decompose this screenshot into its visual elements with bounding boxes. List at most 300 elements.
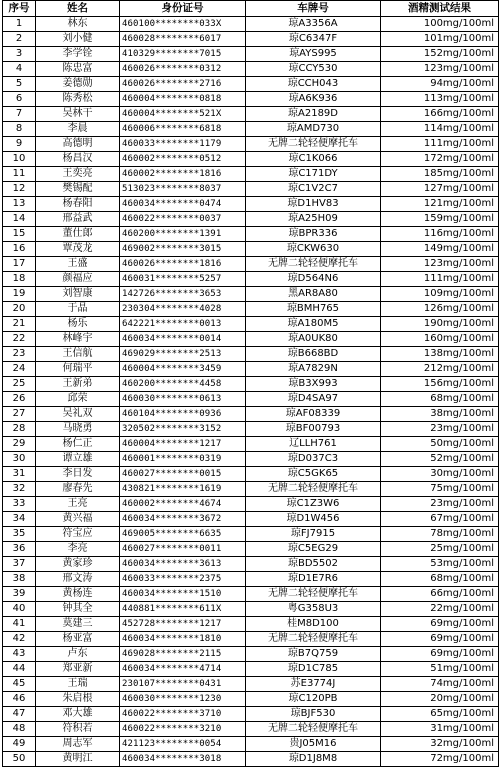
alcohol-result-cell: 101mg/100ml: [381, 32, 499, 47]
alcohol-result-cell: 116mg/100ml: [381, 227, 499, 242]
row-seq-cell: 19: [3, 287, 36, 302]
table-row: [3, 377, 499, 392]
table-row: [3, 557, 499, 572]
row-seq-cell: 18: [3, 272, 36, 287]
person-name-cell: 周志军: [36, 737, 120, 752]
row-seq-cell: 26: [3, 392, 36, 407]
person-name-cell: 廖春先: [36, 482, 120, 497]
alcohol-result-cell: 74mg/100ml: [381, 677, 499, 692]
id-number-cell: 460104********0936: [120, 407, 246, 422]
id-number-cell: 469028********2115: [120, 647, 246, 662]
person-name-cell: 刘小健: [36, 32, 120, 47]
table-row: [3, 737, 499, 752]
id-number-cell: 460002********0512: [120, 152, 246, 167]
plate-number-cell: 琼D564N6: [246, 272, 381, 287]
id-number-cell: 642221********0013: [120, 317, 246, 332]
person-name-cell: 陈秀松: [36, 92, 120, 107]
row-seq-cell: 7: [3, 107, 36, 122]
person-name-cell: 杨乐: [36, 317, 120, 332]
plate-number-cell: 琼A2189D: [246, 107, 381, 122]
alcohol-result-cell: 149mg/100ml: [381, 242, 499, 257]
table-row: [3, 212, 499, 227]
id-number-cell: 460002********1816: [120, 167, 246, 182]
id-number-cell: 452728********1217: [120, 617, 246, 632]
plate-number-cell: 无牌二轮轻便摩托车: [246, 632, 381, 647]
table-row: [3, 572, 499, 587]
table-row: [3, 152, 499, 167]
table-row: [3, 197, 499, 212]
alcohol-result-cell: 166mg/100ml: [381, 107, 499, 122]
table-row: [3, 407, 499, 422]
person-name-cell: 黄兴福: [36, 512, 120, 527]
alcohol-result-cell: 138mg/100ml: [381, 347, 499, 362]
alcohol-result-cell: 111mg/100ml: [381, 137, 499, 152]
plate-number-cell: 琼C1Z3W6: [246, 497, 381, 512]
id-number-cell: 460028********6017: [120, 32, 246, 47]
table-row: [3, 392, 499, 407]
row-seq-cell: 1: [3, 17, 36, 32]
table-row: [3, 92, 499, 107]
row-seq-cell: 14: [3, 212, 36, 227]
alcohol-result-cell: 75mg/100ml: [381, 482, 499, 497]
alcohol-result-cell: 72mg/100ml: [381, 752, 499, 767]
id-number-cell: 513023********8037: [120, 182, 246, 197]
id-number-cell: 460033********1179: [120, 137, 246, 152]
plate-number-cell: 琼D4SA97: [246, 392, 381, 407]
plate-number-cell: 琼AYS995: [246, 47, 381, 62]
row-seq-cell: 25: [3, 377, 36, 392]
row-seq-cell: 41: [3, 617, 36, 632]
alcohol-result-cell: 212mg/100ml: [381, 362, 499, 377]
alcohol-result-cell: 190mg/100ml: [381, 317, 499, 332]
id-number-cell: 460004********1217: [120, 437, 246, 452]
table-row: [3, 227, 499, 242]
plate-number-cell: 苏E3774J: [246, 677, 381, 692]
alcohol-result-cell: 20mg/100ml: [381, 692, 499, 707]
table-row: [3, 317, 499, 332]
table-row: [3, 587, 499, 602]
person-name-cell: 杨仁正: [36, 437, 120, 452]
plate-number-cell: 琼CCH043: [246, 77, 381, 92]
table-row: [3, 422, 499, 437]
table-row: [3, 362, 499, 377]
person-name-cell: 王奕亮: [36, 167, 120, 182]
id-number-cell: 460034********3018: [120, 752, 246, 767]
id-number-cell: 460026********2716: [120, 77, 246, 92]
person-name-cell: 郑亚新: [36, 662, 120, 677]
table-row: [3, 542, 499, 557]
plate-number-cell: 琼C5EG29: [246, 542, 381, 557]
alcohol-result-cell: 50mg/100ml: [381, 437, 499, 452]
person-name-cell: 林东: [36, 17, 120, 32]
id-number-cell: 460030********1230: [120, 692, 246, 707]
plate-number-cell: 桂M8D100: [246, 617, 381, 632]
table-row: [3, 632, 499, 647]
row-seq-cell: 17: [3, 257, 36, 272]
plate-number-cell: 琼D1HV83: [246, 197, 381, 212]
person-name-cell: 李晨: [36, 122, 120, 137]
person-name-cell: 邱荣: [36, 392, 120, 407]
row-seq-cell: 8: [3, 122, 36, 137]
id-number-cell: 460004********521X: [120, 107, 246, 122]
row-seq-cell: 36: [3, 542, 36, 557]
person-name-cell: 吴林干: [36, 107, 120, 122]
table-row: [3, 47, 499, 62]
table-row: [3, 347, 499, 362]
plate-number-cell: 琼A7829N: [246, 362, 381, 377]
row-seq-cell: 24: [3, 362, 36, 377]
alcohol-result-cell: 53mg/100ml: [381, 557, 499, 572]
person-name-cell: 符宝应: [36, 527, 120, 542]
id-number-cell: 460022********3710: [120, 707, 246, 722]
person-name-cell: 覃茂龙: [36, 242, 120, 257]
row-seq-cell: 9: [3, 137, 36, 152]
plate-number-cell: 无牌二轮轻便摩托车: [246, 482, 381, 497]
plate-number-cell: 琼C171DY: [246, 167, 381, 182]
row-seq-cell: 20: [3, 302, 36, 317]
id-number-cell: 460027********0015: [120, 467, 246, 482]
id-number-cell: 460030********0613: [120, 392, 246, 407]
header-name: 姓名: [36, 1, 120, 17]
plate-number-cell: 辽LLH761: [246, 437, 381, 452]
plate-number-cell: 琼B7Q759: [246, 647, 381, 662]
person-name-cell: 刘智康: [36, 287, 120, 302]
alcohol-result-cell: 52mg/100ml: [381, 452, 499, 467]
row-seq-cell: 23: [3, 347, 36, 362]
alcohol-result-cell: 68mg/100ml: [381, 572, 499, 587]
plate-number-cell: 琼B668BD: [246, 347, 381, 362]
table-row: [3, 62, 499, 77]
table-row: [3, 302, 499, 317]
plate-number-cell: 琼D037C3: [246, 452, 381, 467]
plate-number-cell: 琼BPR336: [246, 227, 381, 242]
table-row: [3, 272, 499, 287]
table-row: [3, 257, 499, 272]
row-seq-cell: 5: [3, 77, 36, 92]
plate-number-cell: 琼C5GK65: [246, 467, 381, 482]
person-name-cell: 李日发: [36, 467, 120, 482]
alcohol-result-cell: 123mg/100ml: [381, 257, 499, 272]
alcohol-result-cell: 172mg/100ml: [381, 152, 499, 167]
alcohol-result-cell: 25mg/100ml: [381, 542, 499, 557]
table-row: [3, 527, 499, 542]
id-number-cell: 460001********0319: [120, 452, 246, 467]
table-row: [3, 287, 499, 302]
id-number-cell: 469005********6635: [120, 527, 246, 542]
plate-number-cell: 黑AR8A80: [246, 287, 381, 302]
plate-number-cell: 琼CCY530: [246, 62, 381, 77]
person-name-cell: 姜德勋: [36, 77, 120, 92]
person-name-cell: 何瑞平: [36, 362, 120, 377]
id-number-cell: 460200********1391: [120, 227, 246, 242]
table-row: [3, 242, 499, 257]
row-seq-cell: 49: [3, 737, 36, 752]
person-name-cell: 邢益武: [36, 212, 120, 227]
alcohol-result-cell: 31mg/100ml: [381, 722, 499, 737]
plate-number-cell: 琼A6K936: [246, 92, 381, 107]
id-number-cell: 460034********1510: [120, 587, 246, 602]
id-number-cell: 460004********0818: [120, 92, 246, 107]
results-table: [2, 0, 499, 767]
table-row: [3, 467, 499, 482]
row-seq-cell: 48: [3, 722, 36, 737]
table-row: [3, 167, 499, 182]
person-name-cell: 莫建三: [36, 617, 120, 632]
alcohol-result-cell: 69mg/100ml: [381, 632, 499, 647]
plate-number-cell: 琼D1E7R6: [246, 572, 381, 587]
alcohol-result-cell: 123mg/100ml: [381, 62, 499, 77]
alcohol-result-cell: 30mg/100ml: [381, 467, 499, 482]
row-seq-cell: 27: [3, 407, 36, 422]
alcohol-result-cell: 51mg/100ml: [381, 662, 499, 677]
alcohol-test-table-sheet: [2, 0, 498, 767]
id-number-cell: 460002********4674: [120, 497, 246, 512]
table-row: [3, 107, 499, 122]
person-name-cell: 董仕郎: [36, 227, 120, 242]
person-name-cell: 樊锡配: [36, 182, 120, 197]
id-number-cell: 460006********6818: [120, 122, 246, 137]
person-name-cell: 邢文涛: [36, 572, 120, 587]
row-seq-cell: 28: [3, 422, 36, 437]
row-seq-cell: 35: [3, 527, 36, 542]
row-seq-cell: 32: [3, 482, 36, 497]
table-row: [3, 677, 499, 692]
alcohol-result-cell: 127mg/100ml: [381, 182, 499, 197]
row-seq-cell: 22: [3, 332, 36, 347]
table-row: [3, 707, 499, 722]
table-row: [3, 482, 499, 497]
table-row: [3, 617, 499, 632]
plate-number-cell: 琼D1C785: [246, 662, 381, 677]
id-number-cell: 421123********0054: [120, 737, 246, 752]
alcohol-result-cell: 111mg/100ml: [381, 272, 499, 287]
id-number-cell: 320502********3152: [120, 422, 246, 437]
plate-number-cell: 琼C1K066: [246, 152, 381, 167]
header-plate: 车牌号: [246, 1, 381, 17]
alcohol-result-cell: 94mg/100ml: [381, 77, 499, 92]
plate-number-cell: 琼AF08339: [246, 407, 381, 422]
row-seq-cell: 39: [3, 587, 36, 602]
row-seq-cell: 40: [3, 602, 36, 617]
alcohol-result-cell: 23mg/100ml: [381, 497, 499, 512]
row-seq-cell: 45: [3, 677, 36, 692]
alcohol-result-cell: 65mg/100ml: [381, 707, 499, 722]
id-number-cell: 142726********3653: [120, 287, 246, 302]
person-name-cell: 卢东: [36, 647, 120, 662]
plate-number-cell: 琼FJ7915: [246, 527, 381, 542]
person-name-cell: 钟其全: [36, 602, 120, 617]
header-row: [3, 1, 499, 17]
id-number-cell: 460034********3613: [120, 557, 246, 572]
table-row: [3, 497, 499, 512]
plate-number-cell: 琼B3X993: [246, 377, 381, 392]
person-name-cell: 谭立雄: [36, 452, 120, 467]
alcohol-result-cell: 113mg/100ml: [381, 92, 499, 107]
table-row: [3, 137, 499, 152]
person-name-cell: 王新弟: [36, 377, 120, 392]
row-seq-cell: 10: [3, 152, 36, 167]
person-name-cell: 高德明: [36, 137, 120, 152]
table-row: [3, 752, 499, 767]
row-seq-cell: 34: [3, 512, 36, 527]
alcohol-result-cell: 160mg/100ml: [381, 332, 499, 347]
plate-number-cell: 无牌二轮轻便摩托车: [246, 257, 381, 272]
plate-number-cell: 琼BF00793: [246, 422, 381, 437]
row-seq-cell: 12: [3, 182, 36, 197]
header-id-number: 身份证号: [120, 1, 246, 17]
person-name-cell: 黄家珍: [36, 557, 120, 572]
plate-number-cell: 琼C120PB: [246, 692, 381, 707]
id-number-cell: 410329********7015: [120, 47, 246, 62]
table-row: [3, 437, 499, 452]
row-seq-cell: 38: [3, 572, 36, 587]
alcohol-result-cell: 68mg/100ml: [381, 392, 499, 407]
alcohol-result-cell: 78mg/100ml: [381, 527, 499, 542]
person-name-cell: 吴礼双: [36, 407, 120, 422]
table-row: [3, 602, 499, 617]
id-number-cell: 460034********0014: [120, 332, 246, 347]
alcohol-result-cell: 100mg/100ml: [381, 17, 499, 32]
plate-number-cell: 琼C1V2C7: [246, 182, 381, 197]
alcohol-result-cell: 38mg/100ml: [381, 407, 499, 422]
row-seq-cell: 31: [3, 467, 36, 482]
table-row: [3, 662, 499, 677]
row-seq-cell: 11: [3, 167, 36, 182]
row-seq-cell: 44: [3, 662, 36, 677]
row-seq-cell: 6: [3, 92, 36, 107]
person-name-cell: 马晓勇: [36, 422, 120, 437]
table-row: [3, 722, 499, 737]
person-name-cell: 王信航: [36, 347, 120, 362]
table-row: [3, 182, 499, 197]
person-name-cell: 林峰宇: [36, 332, 120, 347]
person-name-cell: 李学铨: [36, 47, 120, 62]
row-seq-cell: 2: [3, 32, 36, 47]
alcohol-result-cell: 23mg/100ml: [381, 422, 499, 437]
person-name-cell: 黄杨连: [36, 587, 120, 602]
table-row: [3, 452, 499, 467]
alcohol-result-cell: 121mg/100ml: [381, 197, 499, 212]
id-number-cell: 460033********2375: [120, 572, 246, 587]
row-seq-cell: 37: [3, 557, 36, 572]
table-row: [3, 32, 499, 47]
row-seq-cell: 50: [3, 752, 36, 767]
header-seq: 序号: [3, 1, 36, 17]
plate-number-cell: 琼CKW630: [246, 242, 381, 257]
person-name-cell: 李亮: [36, 542, 120, 557]
row-seq-cell: 13: [3, 197, 36, 212]
alcohol-result-cell: 185mg/100ml: [381, 167, 499, 182]
row-seq-cell: 15: [3, 227, 36, 242]
id-number-cell: 460004********3459: [120, 362, 246, 377]
alcohol-result-cell: 152mg/100ml: [381, 47, 499, 62]
plate-number-cell: 琼BMH765: [246, 302, 381, 317]
id-number-cell: 440881********611X: [120, 602, 246, 617]
plate-number-cell: 无牌二轮轻便摩托车: [246, 137, 381, 152]
plate-number-cell: 琼A3356A: [246, 17, 381, 32]
person-name-cell: 王亮: [36, 497, 120, 512]
id-number-cell: 460034********0474: [120, 197, 246, 212]
person-name-cell: 王盛: [36, 257, 120, 272]
alcohol-result-cell: 69mg/100ml: [381, 647, 499, 662]
header-alcohol-result: 酒精测试结果: [381, 1, 499, 17]
person-name-cell: 于晶: [36, 302, 120, 317]
alcohol-result-cell: 66mg/100ml: [381, 587, 499, 602]
alcohol-result-cell: 67mg/100ml: [381, 512, 499, 527]
row-seq-cell: 29: [3, 437, 36, 452]
person-name-cell: 符积若: [36, 722, 120, 737]
person-name-cell: 朱启根: [36, 692, 120, 707]
id-number-cell: 430821********1619: [120, 482, 246, 497]
row-seq-cell: 4: [3, 62, 36, 77]
id-number-cell: 469029********2513: [120, 347, 246, 362]
id-number-cell: 469002********3015: [120, 242, 246, 257]
row-seq-cell: 42: [3, 632, 36, 647]
id-number-cell: 460031********5257: [120, 272, 246, 287]
alcohol-result-cell: 22mg/100ml: [381, 602, 499, 617]
table-row: [3, 77, 499, 92]
id-number-cell: 460026********0312: [120, 62, 246, 77]
row-seq-cell: 47: [3, 707, 36, 722]
alcohol-result-cell: 114mg/100ml: [381, 122, 499, 137]
plate-number-cell: 琼BJF530: [246, 707, 381, 722]
person-name-cell: 杨亚富: [36, 632, 120, 647]
alcohol-result-cell: 156mg/100ml: [381, 377, 499, 392]
person-name-cell: 杨昌汉: [36, 152, 120, 167]
row-seq-cell: 30: [3, 452, 36, 467]
row-seq-cell: 46: [3, 692, 36, 707]
plate-number-cell: 无牌二轮轻便摩托车: [246, 587, 381, 602]
id-number-cell: 460200********4458: [120, 377, 246, 392]
row-seq-cell: 43: [3, 647, 36, 662]
id-number-cell: 460022********3210: [120, 722, 246, 737]
person-name-cell: 王瑞: [36, 677, 120, 692]
plate-number-cell: 琼D1W456: [246, 512, 381, 527]
person-name-cell: 黄明江: [36, 752, 120, 767]
table-row: [3, 17, 499, 32]
table-row: [3, 692, 499, 707]
table-row: [3, 647, 499, 662]
id-number-cell: 460100********033X: [120, 17, 246, 32]
table-row: [3, 122, 499, 137]
plate-number-cell: 琼A180M5: [246, 317, 381, 332]
plate-number-cell: 琼BD5502: [246, 557, 381, 572]
alcohol-result-cell: 32mg/100ml: [381, 737, 499, 752]
id-number-cell: 230304********4028: [120, 302, 246, 317]
alcohol-result-cell: 126mg/100ml: [381, 302, 499, 317]
id-number-cell: 460034********4714: [120, 662, 246, 677]
row-seq-cell: 21: [3, 317, 36, 332]
plate-number-cell: 粤G358U3: [246, 602, 381, 617]
plate-number-cell: 贵J05M16: [246, 737, 381, 752]
id-number-cell: 460026********1816: [120, 257, 246, 272]
plate-number-cell: 琼C6347F: [246, 32, 381, 47]
plate-number-cell: 琼A25H09: [246, 212, 381, 227]
id-number-cell: 460034********3672: [120, 512, 246, 527]
row-seq-cell: 3: [3, 47, 36, 62]
plate-number-cell: 琼A0UK80: [246, 332, 381, 347]
plate-number-cell: 琼D1J8M8: [246, 752, 381, 767]
alcohol-result-cell: 69mg/100ml: [381, 617, 499, 632]
id-number-cell: 230107********0431: [120, 677, 246, 692]
alcohol-result-cell: 109mg/100ml: [381, 287, 499, 302]
person-name-cell: 陈忠富: [36, 62, 120, 77]
plate-number-cell: 无牌二轮轻便摩托车: [246, 722, 381, 737]
row-seq-cell: 16: [3, 242, 36, 257]
id-number-cell: 460022********0037: [120, 212, 246, 227]
table-row: [3, 512, 499, 527]
id-number-cell: 460034********1810: [120, 632, 246, 647]
